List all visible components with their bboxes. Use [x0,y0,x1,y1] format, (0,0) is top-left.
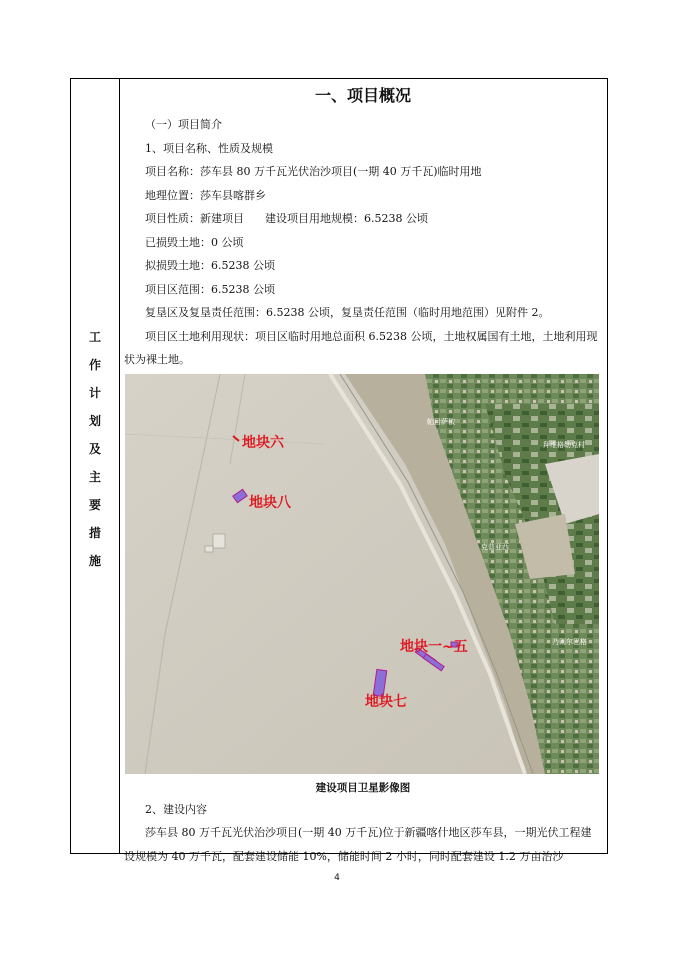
side-label-char: 计 [88,386,101,400]
satellite-map [125,374,599,774]
damaged-land-line: 已损毁土地：0 公顷 [145,235,244,249]
map-label-plot1-5: 地块一~五 [400,638,468,655]
side-label-char: 主 [88,470,101,484]
place-label: 帕目萨依 [427,417,455,426]
nature-line: 项目性质：新建项目 建设项目用地规模：6.5238 公顷 [145,212,428,225]
content-cell [124,80,602,869]
construction-content-paragraph: 莎车县 80 万千瓦光伏治沙项目(一期 40 万千瓦)位于新疆喀什地区莎车县，一期光伏工程建设规模为 40 万千瓦，配套建设储能 10%，储能时间 2 小时，同时配套建设 1.2 万亩治沙 [124,826,592,863]
subsection-2-heading: 2、建设内容 [145,802,207,816]
land-use-paragraph: 项目区土地利用现状：项目区临时用地总面积 6.5238 公顷，土地权属国有土地，土地利用现状为裸土地。 [124,329,598,366]
side-label-char: 划 [88,414,101,428]
side-label-char: 及 [88,442,101,456]
side-label-char: 施 [88,554,101,568]
side-label-column [72,330,118,582]
project-area-line: 项目区范围：6.5238 公顷 [145,282,275,296]
side-label-char: 措 [88,526,101,540]
reclamation-area-line: 复垦区及复垦责任范围：6.5238 公顷，复垦责任范围（临时用地范围）见附件 2。 [145,306,550,319]
item-heading: 1、项目名称、性质及规模 [145,141,273,155]
side-label-char: 工 [88,330,101,344]
side-label-char: 要 [88,498,101,512]
section-title: 一、项目概况 [314,86,411,105]
page-number: 4 [334,873,340,883]
subsection-heading: （一）项目简介 [145,118,222,131]
planned-damage-line: 拟损毁土地：6.5238 公顷 [145,259,275,272]
map-label-plot6: 地块六 [242,434,284,451]
map-caption: 建设项目卫星影像图 [315,781,411,794]
satellite-map-image [125,374,599,774]
place-label: 拜维格勒克村 [543,440,585,449]
project-name-line: 项目名称：莎车县 80 万千瓦光伏治沙项目(一期 40 万千瓦)临时用地 [145,165,482,178]
place-label: 乃则尔巴格 [552,637,587,646]
location-line: 地理位置：莎车县喀群乡 [145,188,266,202]
side-label-char: 作 [88,358,101,372]
map-label-plot8: 地块八 [249,494,291,511]
map-label-plot7: 地块七 [365,693,407,710]
table-column-divider [119,78,120,854]
place-label: 克普亚西 [481,542,509,551]
